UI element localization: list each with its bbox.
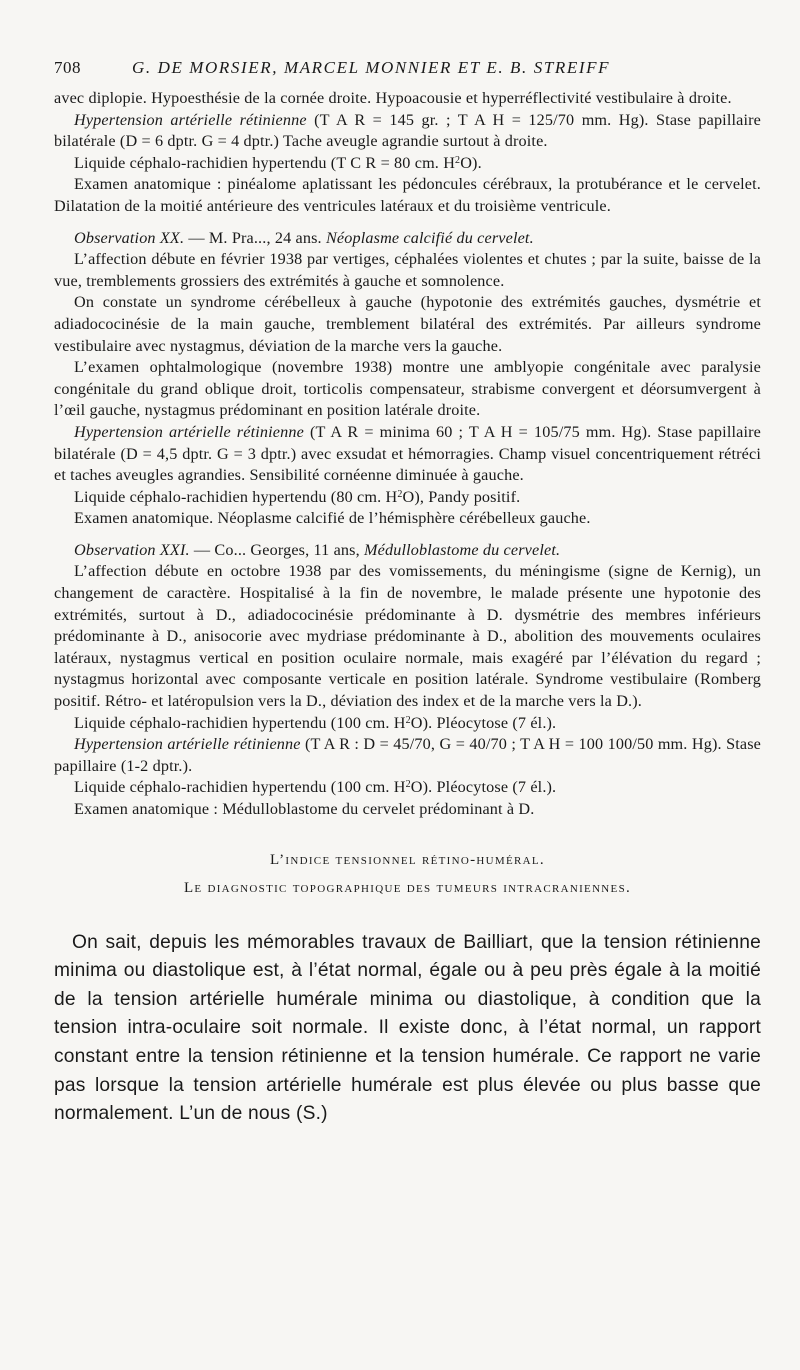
observation-diagnosis: Médulloblastome du cervelet. bbox=[364, 540, 561, 559]
paragraph bbox=[54, 713, 761, 735]
paragraph-text: O), Pandy positif. bbox=[402, 487, 521, 506]
italic-label: Hypertension artérielle rétinienne bbox=[74, 110, 307, 129]
paragraph: Examen anatomique. Néoplasme calcifié de l’hémisphère cérébelleux gauche. bbox=[74, 509, 591, 528]
observation-patient: — Co... Georges, 11 ans, bbox=[189, 540, 365, 559]
paragraph bbox=[54, 422, 761, 487]
lead-paragraph: On sait, depuis les mémorables travaux de Bailliart, que la tension rétinienne minima ou diastolique est, à l’état normal, égale ou à peu près égale à la moitié de la tension artérielle humérale minima ou diastolique, à condition que la tension intra-oculaire soit normale. Il existe donc, à l’état normal, un rapport constant entre la tension rétinienne et la tension humérale. Ce rapport ne varie pas lorsque la tension artérielle humérale est plus élevée ou plus basse que normalement. L’un de nous (S.) bbox=[54, 931, 761, 1125]
superscript: 2 bbox=[405, 714, 411, 726]
superscript: 2 bbox=[397, 488, 403, 500]
paragraph: Examen anatomique : Médulloblastome du cervelet prédominant à D. bbox=[74, 800, 535, 818]
paragraph bbox=[54, 110, 761, 153]
observation-patient: — M. Pra..., 24 ans. bbox=[184, 228, 326, 247]
paragraph-text: Liquide céphalo-rachidien hypertendu (100 cm. H bbox=[74, 778, 406, 797]
paragraph: L’affection débute en octobre 1938 par des vomissements, du méningisme (signe de Kernig), un changement de caractère. Hospitalisé à la fin de novembre, le malade présente une hypotonie des extrémités, surtout à D., adiadococinésie prédominante à D. dysmétrie des membres inférieurs prédominante à D., anisocorie avec mydriase prédominante à D., abolition des mouvements oculaires latéraux, nystagmus vertical en position oculaire normale, mais exagéré par l’élévation du regard ; nystagmus horizontal avec composante verticale en position latérale. Syndrome vestibulaire (Romberg positif. Rétro- et latéropulsion vers la D., déviation des index et de la marche vers la D.). bbox=[54, 562, 761, 711]
observation-title bbox=[54, 540, 761, 562]
running-head: G. DE MORSIER, MARCEL MONNIER ET E. B. STREIFF bbox=[132, 58, 611, 77]
paragraph-text: O). Pléocytose (7 él.). bbox=[410, 713, 557, 732]
paragraph-text: (T A R = minima 60 ; T A H = 105/75 mm. Hg). Stase papillaire bilatérale (D = 4,5 dptr. G = 3 dptr.) avec exsudat et hémorragies. Champ visuel concentriquement rétréci et taches aveugles agrandies. Sensibilité cornéenne diminuée à gauche. bbox=[54, 422, 761, 485]
paragraph bbox=[54, 734, 761, 777]
section-subheading: Le diagnostic topographique des tumeurs intracraniennes. bbox=[183, 879, 632, 896]
page bbox=[54, 58, 761, 1129]
paragraph-text: (T A R = 145 gr. ; T A H = 125/70 mm. Hg). Stase papillaire bilatérale (D = 6 dptr. G = 4 dptr.) Tache aveugle agrandie surtout à droite. bbox=[54, 110, 761, 151]
paragraph bbox=[54, 777, 761, 799]
observation-title bbox=[54, 228, 761, 250]
page-number: 708 bbox=[54, 58, 81, 77]
page-header bbox=[54, 58, 761, 88]
section-lead-text bbox=[54, 929, 761, 1129]
paragraph-text: Liquide céphalo-rachidien hypertendu (100 cm. H bbox=[74, 713, 406, 732]
paragraph-text: Liquide céphalo-rachidien hypertendu (T C R = 80 cm. H bbox=[74, 153, 456, 172]
observation-label: Observation XX. bbox=[74, 228, 185, 247]
paragraph-text: (T A R : D = 45/70, G = 40/70 ; T A H = 100 100/50 mm. Hg). Stase papillaire (1-2 dptr.). bbox=[54, 735, 761, 775]
italic-label: Hypertension artérielle rétinienne bbox=[74, 422, 304, 441]
paragraph: avec diplopie. Hypoesthésie de la cornée droite. Hypoacousie et hyperréflectivité vestibulaire à droite. bbox=[54, 89, 732, 107]
paragraph: L’affection débute en février 1938 par vertiges, céphalées violentes et chutes ; par la suite, baisse de la vue, tremblements grossiers des extrémités à gauche et somnolence. bbox=[54, 250, 761, 290]
superscript: 2 bbox=[405, 779, 411, 791]
italic-label: Hypertension artérielle rétinienne bbox=[74, 735, 301, 754]
paragraph-text: O). Pléocytose (7 él.). bbox=[410, 778, 557, 797]
paragraph: L’examen ophtalmologique (novembre 1938) montre une amblyopie congénitale avec paralysie congénitale du grand oblique droit, torticolis compensateur, strabisme convergent et déorsumvergent à l’œil gauche, nystagmus prédominant en position latérale droite. bbox=[54, 358, 761, 420]
paragraph: On constate un syndrome cérébelleux à gauche (hypotonie des extrémités gauches, dysmétrie et adiadococinésie de la main gauche, tremblement bilatéral des extrémités. Par ailleurs syndrome vestibulaire avec nystagmus, déviation de la marche vers la gauche. bbox=[54, 293, 761, 355]
observation-diagnosis: Néoplasme calcifié du cervelet. bbox=[325, 228, 534, 247]
paragraph: Examen anatomique : pinéalome aplatissant les pédoncules cérébraux, la protubérance et le cervelet. Dilatation de la moitié antérieure des ventricules latéraux et du troisième ventricule. bbox=[54, 175, 761, 215]
superscript: 2 bbox=[455, 154, 461, 166]
section-heading: L’indice tensionnel rétino-huméral. bbox=[270, 851, 545, 868]
body-text bbox=[54, 88, 761, 821]
paragraph bbox=[54, 153, 761, 175]
paragraph bbox=[54, 487, 761, 509]
paragraph-text: Liquide céphalo-rachidien hypertendu (80 cm. H bbox=[74, 487, 398, 506]
paragraph-text: O). bbox=[460, 153, 482, 172]
observation-label: Observation XXI. bbox=[74, 540, 190, 559]
